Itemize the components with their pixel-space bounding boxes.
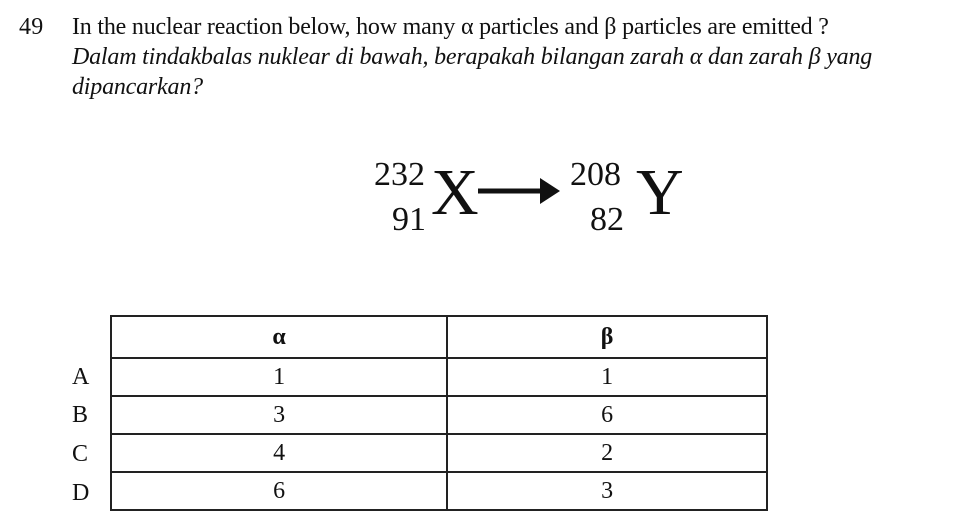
option-letter-a: A xyxy=(72,364,90,390)
table-row xyxy=(111,358,767,396)
table-row xyxy=(111,472,767,510)
question-text-english: In the nuclear reaction below, how many α particles and β particles are emitted ? xyxy=(72,14,829,40)
beta-cell: 6 xyxy=(447,396,767,434)
reaction-arrow-icon xyxy=(476,171,562,211)
question-number: 49 xyxy=(19,14,44,40)
table-row xyxy=(111,434,767,472)
table-row xyxy=(111,396,767,434)
question-text-malay-line2: dipancarkan? xyxy=(72,74,203,100)
option-letter-d: D xyxy=(72,480,90,506)
alpha-cell: 6 xyxy=(111,472,447,510)
product-mass-number: 208 xyxy=(570,156,621,193)
beta-cell: 1 xyxy=(447,358,767,396)
option-letter-c: C xyxy=(72,441,89,467)
reactant-symbol: X xyxy=(431,156,479,229)
beta-header: β xyxy=(447,316,767,358)
question-text-malay-line1: Dalam tindakbalas nuklear di bawah, berapakah bilangan zarah α dan zarah β yang xyxy=(72,44,873,70)
alpha-cell: 3 xyxy=(111,396,447,434)
alpha-cell: 1 xyxy=(111,358,447,396)
table-header-row xyxy=(111,316,767,358)
product-atomic-number: 82 xyxy=(590,201,624,238)
product-symbol: Y xyxy=(636,156,684,229)
option-letter-b: B xyxy=(72,402,89,428)
alpha-header: α xyxy=(111,316,447,358)
reactant-atomic-number: 91 xyxy=(392,201,426,238)
alpha-cell: 4 xyxy=(111,434,447,472)
beta-cell: 2 xyxy=(447,434,767,472)
reactant-mass-number: 232 xyxy=(374,156,425,193)
beta-cell: 3 xyxy=(447,472,767,510)
answer-options-table xyxy=(110,315,768,511)
